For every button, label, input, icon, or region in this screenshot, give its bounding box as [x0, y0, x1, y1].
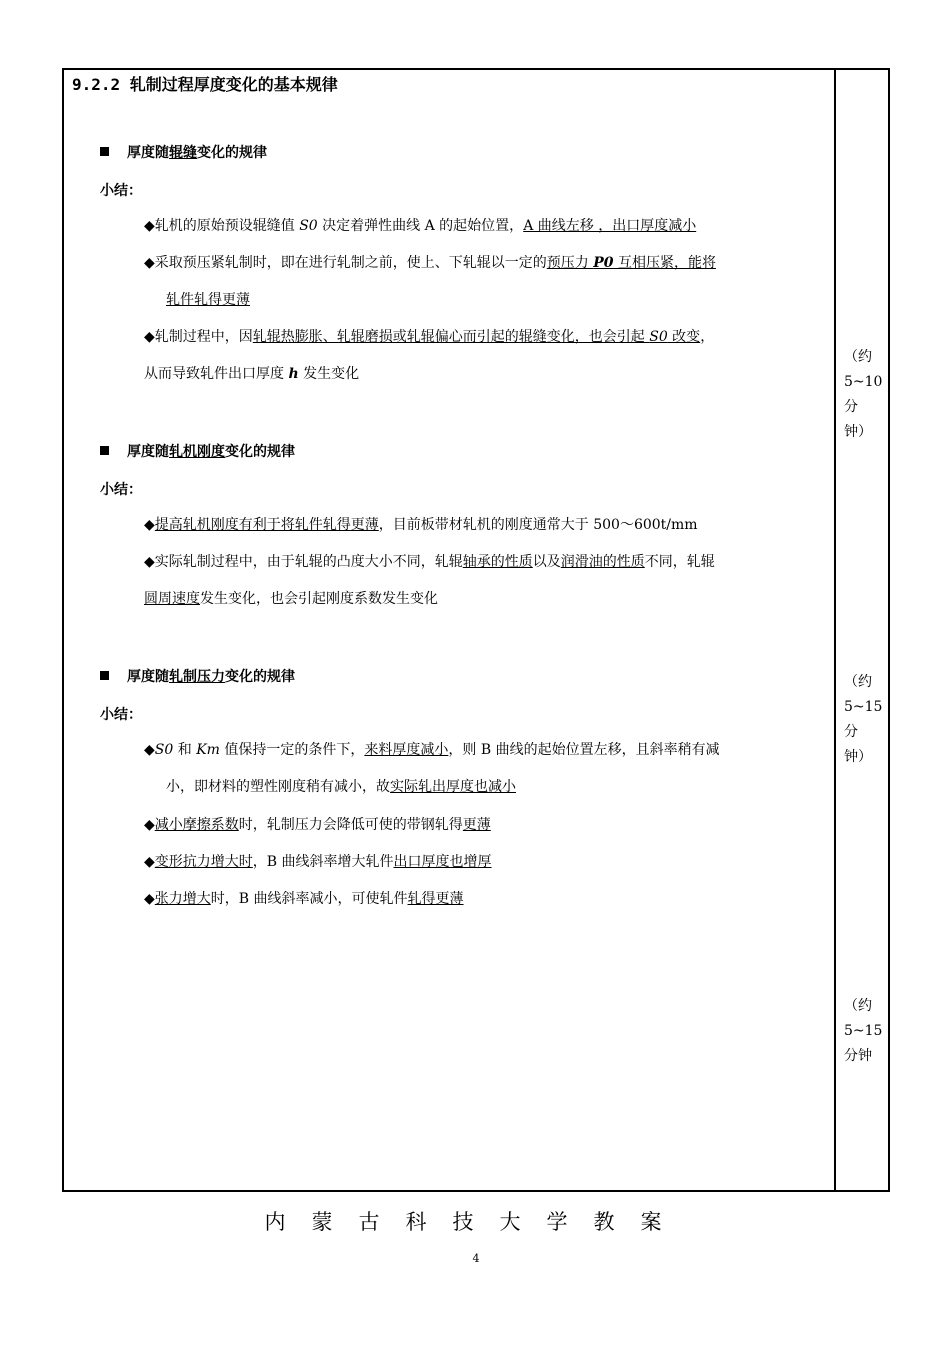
time-note-2: （约 5~15 分 钟）	[844, 674, 883, 765]
page-number: 4	[472, 1252, 480, 1265]
paragraph-s3-4: ◆张力增大时，B 曲线斜率减小，可使轧件轧得更薄	[144, 891, 464, 907]
subsection-title-3: 厚度随轧制压力变化的规律	[100, 666, 295, 686]
paragraph-s3-3: ◆变形抗力增大时，B 曲线斜率增大轧件出口厚度也增厚	[144, 854, 492, 870]
subsection-title-1: 厚度随辊缝变化的规律	[100, 142, 267, 162]
paragraph-s3-2: ◆减小摩擦系数时，轧制压力会降低可使的带钢轧得更薄	[144, 817, 491, 833]
paragraph-s2-2: ◆实际轧制过程中，由于轧辊的凸度大小不同，轧辊轴承的性质以及润滑油的性质不同，轧辊 圆周速度发生变化，也会引起刚度系数发生变化	[144, 554, 715, 607]
paragraph-s3-1: ◆S0 和 Km 值保持一定的条件下，来料厚度减小，则 B 曲线的起始位置左移，且斜率稍有减 小，即材料的塑性刚度稍有减小，故实际轧出厚度也减小	[144, 742, 720, 795]
summary-label: 小结：	[100, 183, 142, 199]
time-note-1: （约 5~10 分 钟）	[844, 349, 883, 440]
paragraph-s2-1: ◆提高轧机刚度有利于将轧件轧得更薄，目前板带材轧机的刚度通常大于 500～600t/mm	[144, 517, 698, 533]
footer-title: 内蒙古科技大学教案	[264, 1210, 688, 1234]
square-bullet-icon	[100, 671, 109, 680]
paragraph-s1-1: ◆轧机的原始预设辊缝值 S0 决定着弹性曲线 A 的起始位置，A 曲线左移 ，出口厚度减小	[144, 218, 697, 234]
time-note-3: （约 5~15 分钟	[844, 998, 883, 1064]
summary-label: 小结：	[100, 707, 142, 723]
section-heading: 9.2.2 轧制过程厚度变化的基本规律	[72, 75, 338, 94]
paragraph-s1-3: ◆轧制过程中，因轧辊热膨胀、轧辊磨损或轧辊偏心而引起的辊缝变化，也会引起 S0 改变， 从而导致轧件出口厚度 h 发生变化	[144, 329, 715, 382]
subsection-title-2: 厚度随轧机刚度变化的规律	[100, 441, 295, 461]
paragraph-s1-2: ◆采取预压紧轧制时，即在进行轧制之前，使上、下轧辊以一定的预压力 P0 互相压紧，能将 轧件轧得更薄	[144, 255, 716, 308]
square-bullet-icon	[100, 147, 109, 156]
content-column	[64, 70, 834, 1190]
time-notes-column	[836, 70, 888, 1190]
square-bullet-icon	[100, 446, 109, 455]
summary-label: 小结：	[100, 482, 142, 498]
